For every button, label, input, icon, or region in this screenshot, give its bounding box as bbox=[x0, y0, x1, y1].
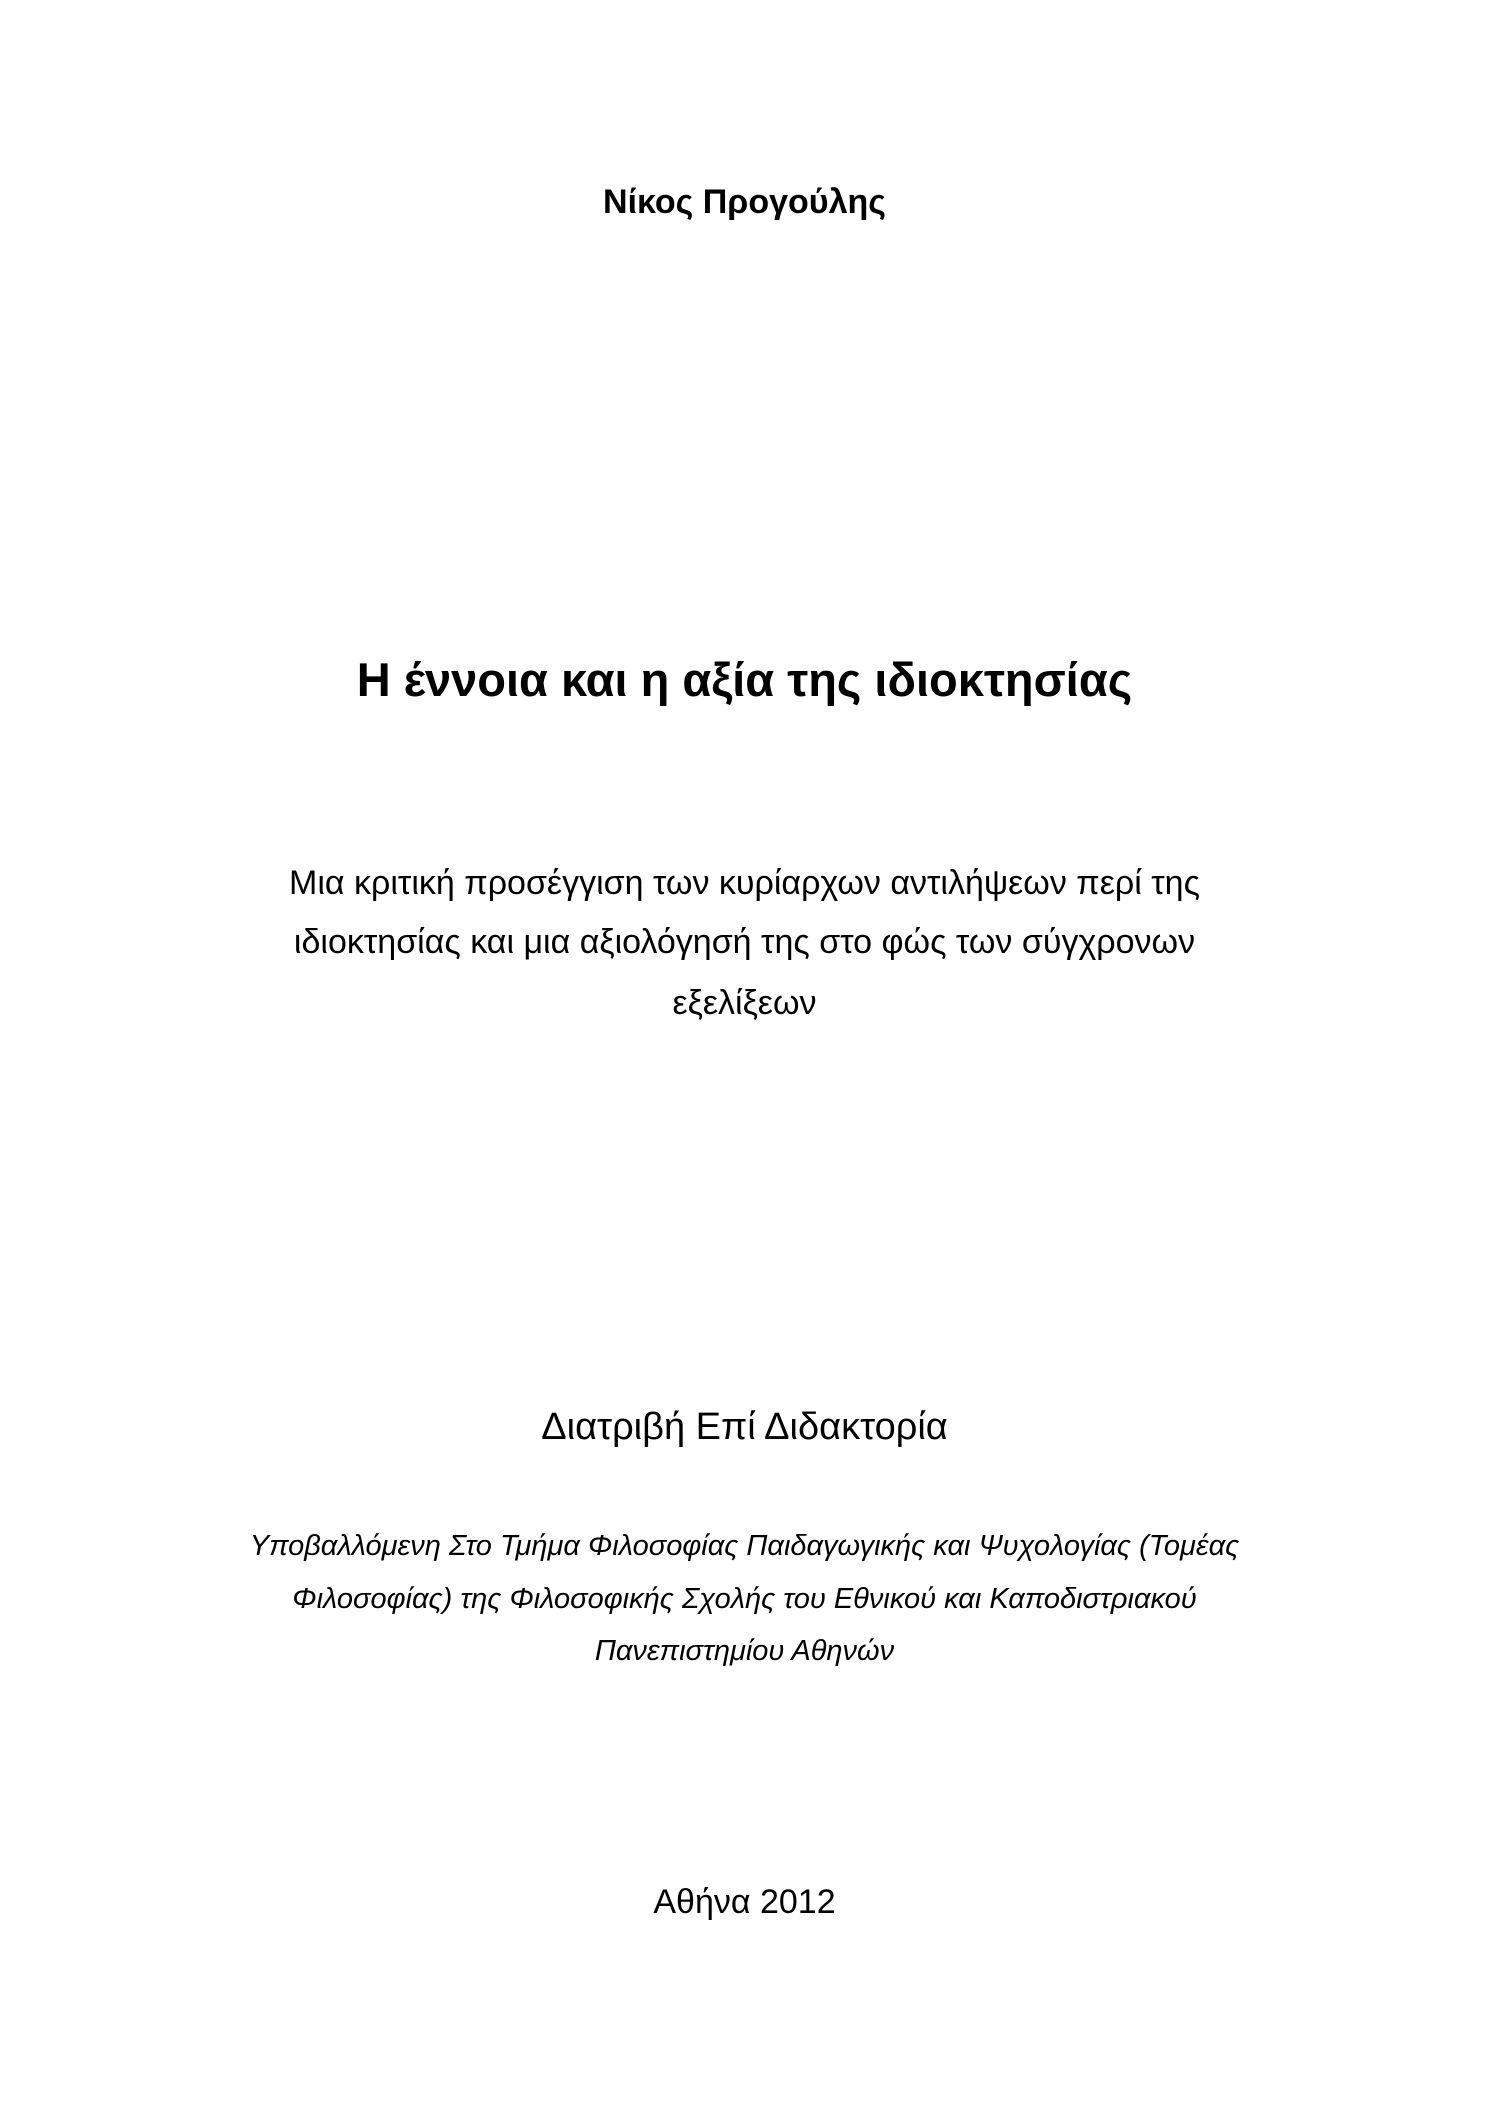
thesis-title: Η έννοια και η αξία της ιδιοκτησίας bbox=[356, 653, 1133, 706]
submission-line-2: Φιλοσοφίας) της Φιλοσοφικής Σχολής του Εθνικού και Καποδιστριακού bbox=[292, 1583, 1197, 1615]
submission-line-3: Πανεπιστημίου Αθηνών bbox=[594, 1635, 895, 1667]
subtitle-line-2: ιδιοκτησίας και μια αξιολόγησή της στο φώς των σύγχρονων bbox=[293, 923, 1196, 961]
author-name: Νίκος Προγούλης bbox=[603, 183, 886, 221]
place-and-year: Αθήνα 2012 bbox=[653, 1883, 836, 1921]
subtitle-line-3: εξελίξεων bbox=[672, 984, 817, 1022]
degree-label: Διατριβή Επί Διδακτορία bbox=[541, 1406, 948, 1448]
subtitle-line-1: Μια κριτική προσέγγιση των κυρίαρχων αντιλήψεων περί της bbox=[289, 864, 1200, 902]
submission-line-1: Υποβαλλόμενη Στο Τμήμα Φιλοσοφίας Παιδαγωγικής και Ψυχολογίας (Τομέας bbox=[249, 1530, 1240, 1562]
